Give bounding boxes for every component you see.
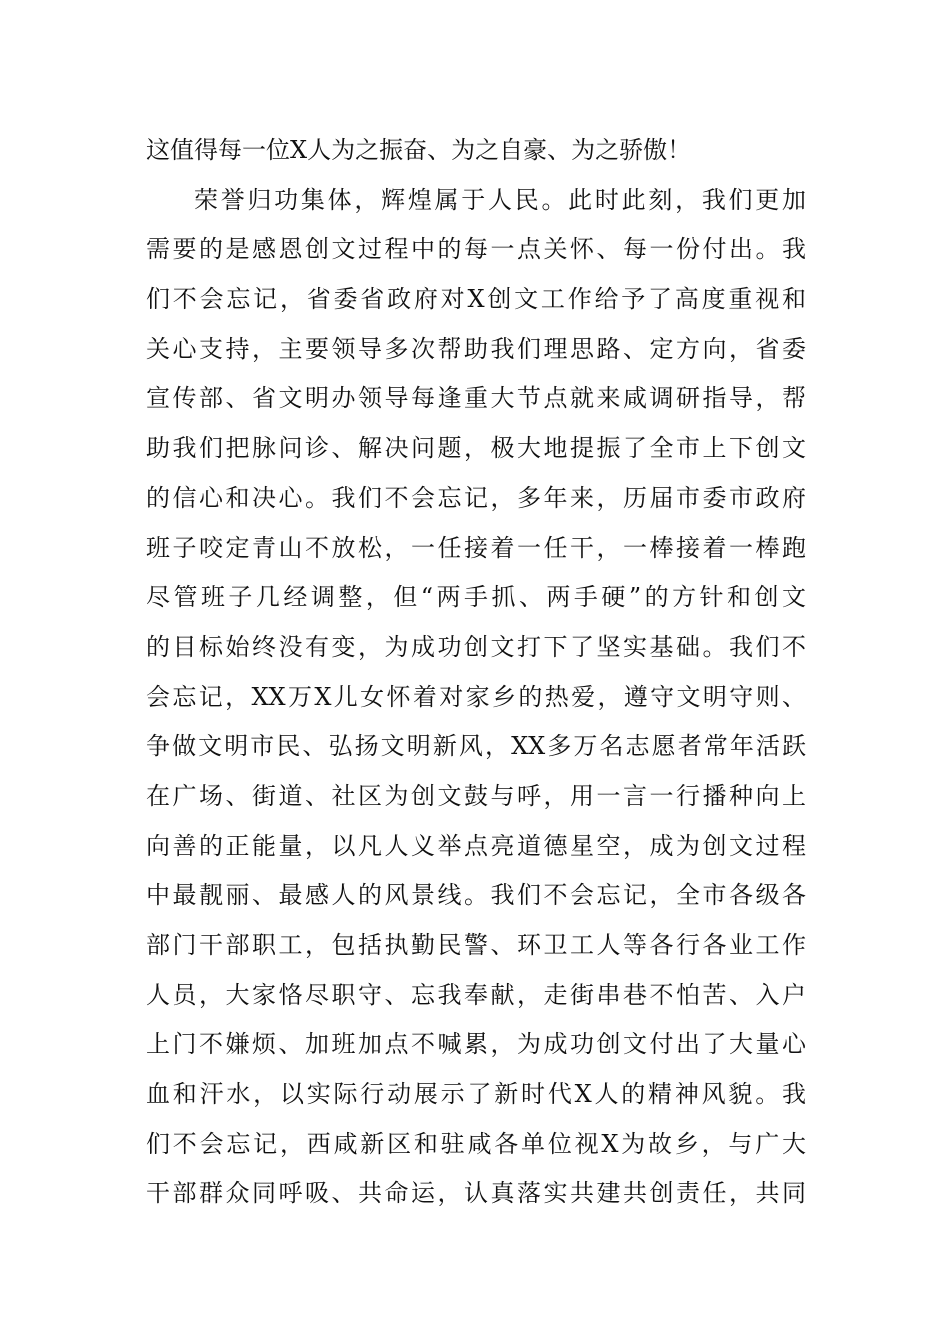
text-line: 助我们把脉问诊、解决问题，极大地提振了全市上下创文 (146, 434, 806, 463)
text-line: 这值得每一位X人为之振奋、为之自豪、为之骄傲！ (146, 136, 692, 164)
text-line: 人员，大家恪尽职守、忘我奉献，走街串巷不怕苦、入户 (146, 980, 806, 1009)
text-line: 在广场、街道、社区为创文鼓与呼，用一言一行播种向上 (146, 781, 806, 810)
text-line: 争做文明市民、弘扬文明新风，XX多万名志愿者常年活跃 (146, 732, 806, 761)
text-line: 尽管班子几经调整，但“两手抓、两手硬”的方针和创文 (146, 583, 806, 612)
text-line: 干部群众同呼吸、共命运，认真落实共建共创责任，共同 (146, 1179, 806, 1208)
text-line: 宣传部、省文明办领导每逢重大节点就来咸调研指导，帮 (146, 384, 806, 413)
text-line: 中最靓丽、最感人的风景线。我们不会忘记，全市各级各 (146, 881, 806, 910)
text-line: 会忘记，XX万X儿女怀着对家乡的热爱，遵守文明守则、 (146, 682, 806, 711)
text-line: 部门干部职工，包括执勤民警、环卫工人等各行各业工作 (146, 931, 806, 959)
text-line: 向善的正能量，以凡人义举点亮道德星空，成为创文过程 (146, 831, 806, 860)
document-body (146, 126, 806, 1219)
text-line: 们不会忘记，省委省政府对X创文工作给予了高度重视和 (146, 285, 806, 314)
text-line: 荣誉归功集体，辉煌属于人民。此时此刻，我们更加 (194, 185, 806, 214)
text-line: 的信心和决心。我们不会忘记，多年来，历届市委市政府 (146, 483, 806, 512)
text-line: 需要的是感恩创文过程中的每一点关怀、每一份付出。我 (146, 235, 806, 264)
text-line: 的目标始终没有变，为成功创文打下了坚实基础。我们不 (146, 632, 806, 661)
text-line: 关心支持，主要领导多次帮助我们理思路、定方向，省委 (146, 334, 806, 363)
text-line: 班子咬定青山不放松，一任接着一任干，一棒接着一棒跑 (146, 533, 806, 562)
text-line: 上门不嫌烦、加班加点不喊累，为成功创文付出了大量心 (146, 1030, 806, 1059)
text-line: 血和汗水，以实际行动展示了新时代X人的精神风貌。我 (146, 1080, 806, 1109)
text-line: 们不会忘记，西咸新区和驻咸各单位视X为故乡，与广大 (146, 1129, 806, 1158)
